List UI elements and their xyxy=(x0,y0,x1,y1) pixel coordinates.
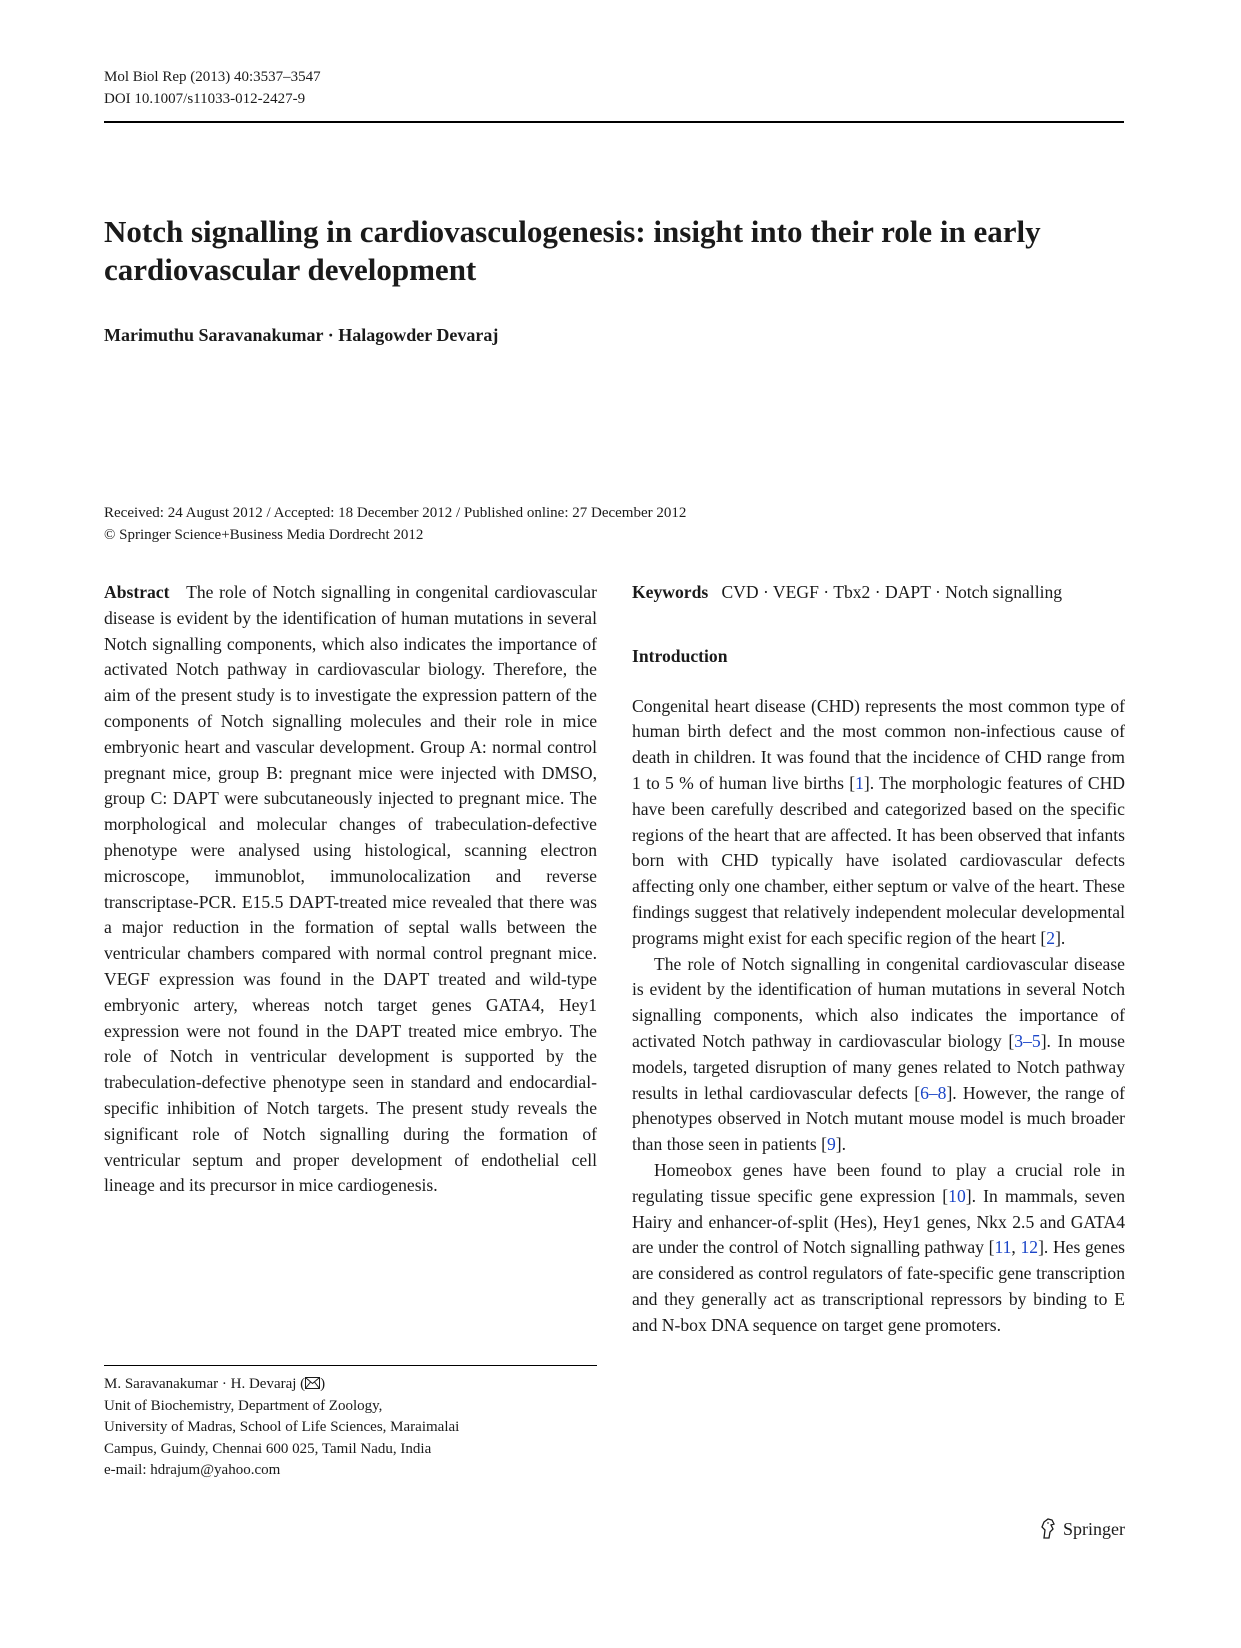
publisher-name: Springer xyxy=(1063,1518,1125,1539)
intro-p2-text: ]. In mouse models, targeted disruption of many genes related to Notch pathway results in lethal cardiovascular defects [ xyxy=(632,1030,1125,1103)
intro-p1-text: ]. xyxy=(1055,927,1066,948)
doi: DOI 10.1007/s11033-012-2427-9 xyxy=(104,91,306,107)
envelope-icon xyxy=(305,1377,320,1389)
header-rule xyxy=(104,121,1124,123)
intro-p3-text: Homeobox genes have been found to play a crucial role in regulating tissue specific gene expression [ xyxy=(632,1159,1125,1206)
abstract xyxy=(104,580,597,1199)
citation-link[interactable]: 11 xyxy=(994,1237,1012,1258)
citation-link[interactable]: 10 xyxy=(948,1185,966,1206)
abstract-column xyxy=(104,580,597,1199)
journal-header xyxy=(104,66,321,110)
author-names xyxy=(104,1374,597,1396)
paper-title: Notch signalling in cardiovasculogenesis: insight into their role in early cardiovascular development xyxy=(104,214,1041,287)
author-email[interactable]: e-mail: hdrajum@yahoo.com xyxy=(104,1462,281,1478)
university: University of Madras, School of Life Sciences, Maraimalai xyxy=(104,1419,460,1435)
citation-link[interactable]: 1 xyxy=(855,772,864,793)
introduction-heading: Introduction xyxy=(632,645,728,666)
intro-p3-text: ]. Hes genes are considered as control regulators of fate-specific gene transcription and they generally act as transcriptional repressors by binding to E and N-box DNA sequence on target gene promoters. xyxy=(632,1237,1126,1335)
citation-link[interactable]: 3–5 xyxy=(1014,1030,1041,1051)
citation-separator: , xyxy=(1011,1237,1021,1258)
springer-horse-icon xyxy=(1038,1518,1058,1540)
footnote-rule xyxy=(104,1365,597,1366)
right-column xyxy=(632,580,1125,1339)
dates-line: Received: 24 August 2012 / Accepted: 18 December 2012 / Published online: 27 December 2012 xyxy=(104,505,687,521)
department: Unit of Biochemistry, Department of Zoology, xyxy=(104,1397,383,1414)
intro-paragraph-1 xyxy=(632,694,1125,952)
intro-p1-text: Congenital heart disease (CHD) represents the most common type of human birth defect and the most common non-infectious cause of death in children. It was found that the incidence of CHD range from 1 to 5 % of human live births [ xyxy=(632,695,1125,793)
author-names-end: ) xyxy=(320,1376,326,1392)
abstract-text: The role of Notch signalling in congenital cardiovascular disease is evident by the identification of human mutations in several Notch signalling components, which also indicates the importance of activated Notch pathway in cardiovascular biology. Therefore, the aim of the present study is to investigate the expression pattern of the components of Notch signalling molecules and their role in mice embryonic heart and vascular development. Group A: normal control pregnant mice, group B: pregnant mice were injected with DMSO, group C: DAPT were subcutaneously injected to pregnant mice. The morphological and molecular changes of trabeculation-defective phenotype were analysed using histological, scanning electron microscope, immunoblot, immunolocalization and reverse transcriptase-PCR. E15.5 DAPT-treated mice revealed that there was a major reduction in the formation of septal walls between the ventricular chambers compared with normal control pregnant mice. VEGF expression was found in the DAPT treated and wild-type embryonic artery, whereas notch target genes GATA4, Hey1 expression were not found in the DAPT treated mice embryo. The role of Notch in ventricular development is supported by the trabeculation-defective phenotype seen in standard and endocardial-specific inhibition of Notch targets. The present study reveals the significant role of Notch signalling during the formation of ventricular septum and proper development of endothelial cell lineage and its precursor in mice cardiogenesis. xyxy=(104,582,597,1196)
keywords xyxy=(632,580,1125,606)
keywords-label: Keywords xyxy=(632,582,709,602)
citation-link[interactable]: 6–8 xyxy=(920,1082,947,1103)
citation-link[interactable]: 9 xyxy=(826,1134,836,1155)
publication-dates xyxy=(104,502,686,546)
intro-p1-text: ]. The morphologic features of CHD have been carefully described and categorized based on the specific regions of the heart that are affected. It has been observed that infants born with CHD typically have isolated cardiovascular defects affecting only one chamber, either septum or valve of the heart. These findings suggest that relatively independent molecular developmental programs might exist for each specific region of the heart [ xyxy=(632,772,1125,948)
author-list: Marimuthu Saravanakumar · Halagowder Devaraj xyxy=(104,325,499,345)
intro-p2-text: ]. However, the range of phenotypes observed in Notch mutant mouse model is much broader than those seen in patients [ xyxy=(632,1082,1125,1155)
keywords-text: CVD · VEGF · Tbx2 · DAPT · Notch signalling xyxy=(721,582,1063,602)
author-names-text: M. Saravanakumar · H. Devaraj ( xyxy=(104,1376,306,1392)
intro-paragraph-2 xyxy=(632,952,1125,1158)
campus-address: Campus, Guindy, Chennai 600 025, Tamil Nadu, India xyxy=(104,1440,432,1457)
author-affiliation xyxy=(104,1374,597,1482)
intro-p3-text: ]. In mammals, seven Hairy and enhancer-of-split (Hes), Hey1 genes, Nkx 2.5 and GATA4 are under the control of Notch signalling pathway [ xyxy=(632,1185,1125,1258)
journal-citation: Mol Biol Rep (2013) 40:3537–3547 xyxy=(104,69,321,85)
publisher-logo xyxy=(1038,1518,1125,1540)
intro-paragraph-3 xyxy=(632,1158,1125,1339)
intro-p2-text: ]. xyxy=(835,1134,847,1155)
copyright-line: © Springer Science+Business Media Dordrecht 2012 xyxy=(104,527,424,543)
citation-link[interactable]: 12 xyxy=(1020,1237,1039,1258)
intro-p2-text: The role of Notch signalling in congenital cardiovascular disease is evident by the identification of human mutations in several Notch signalling components, which also indicates the importance of activated Notch pathway in cardiovascular biology [ xyxy=(632,953,1125,1051)
citation-link[interactable]: 2 xyxy=(1046,927,1056,948)
abstract-label: Abstract xyxy=(104,582,170,602)
